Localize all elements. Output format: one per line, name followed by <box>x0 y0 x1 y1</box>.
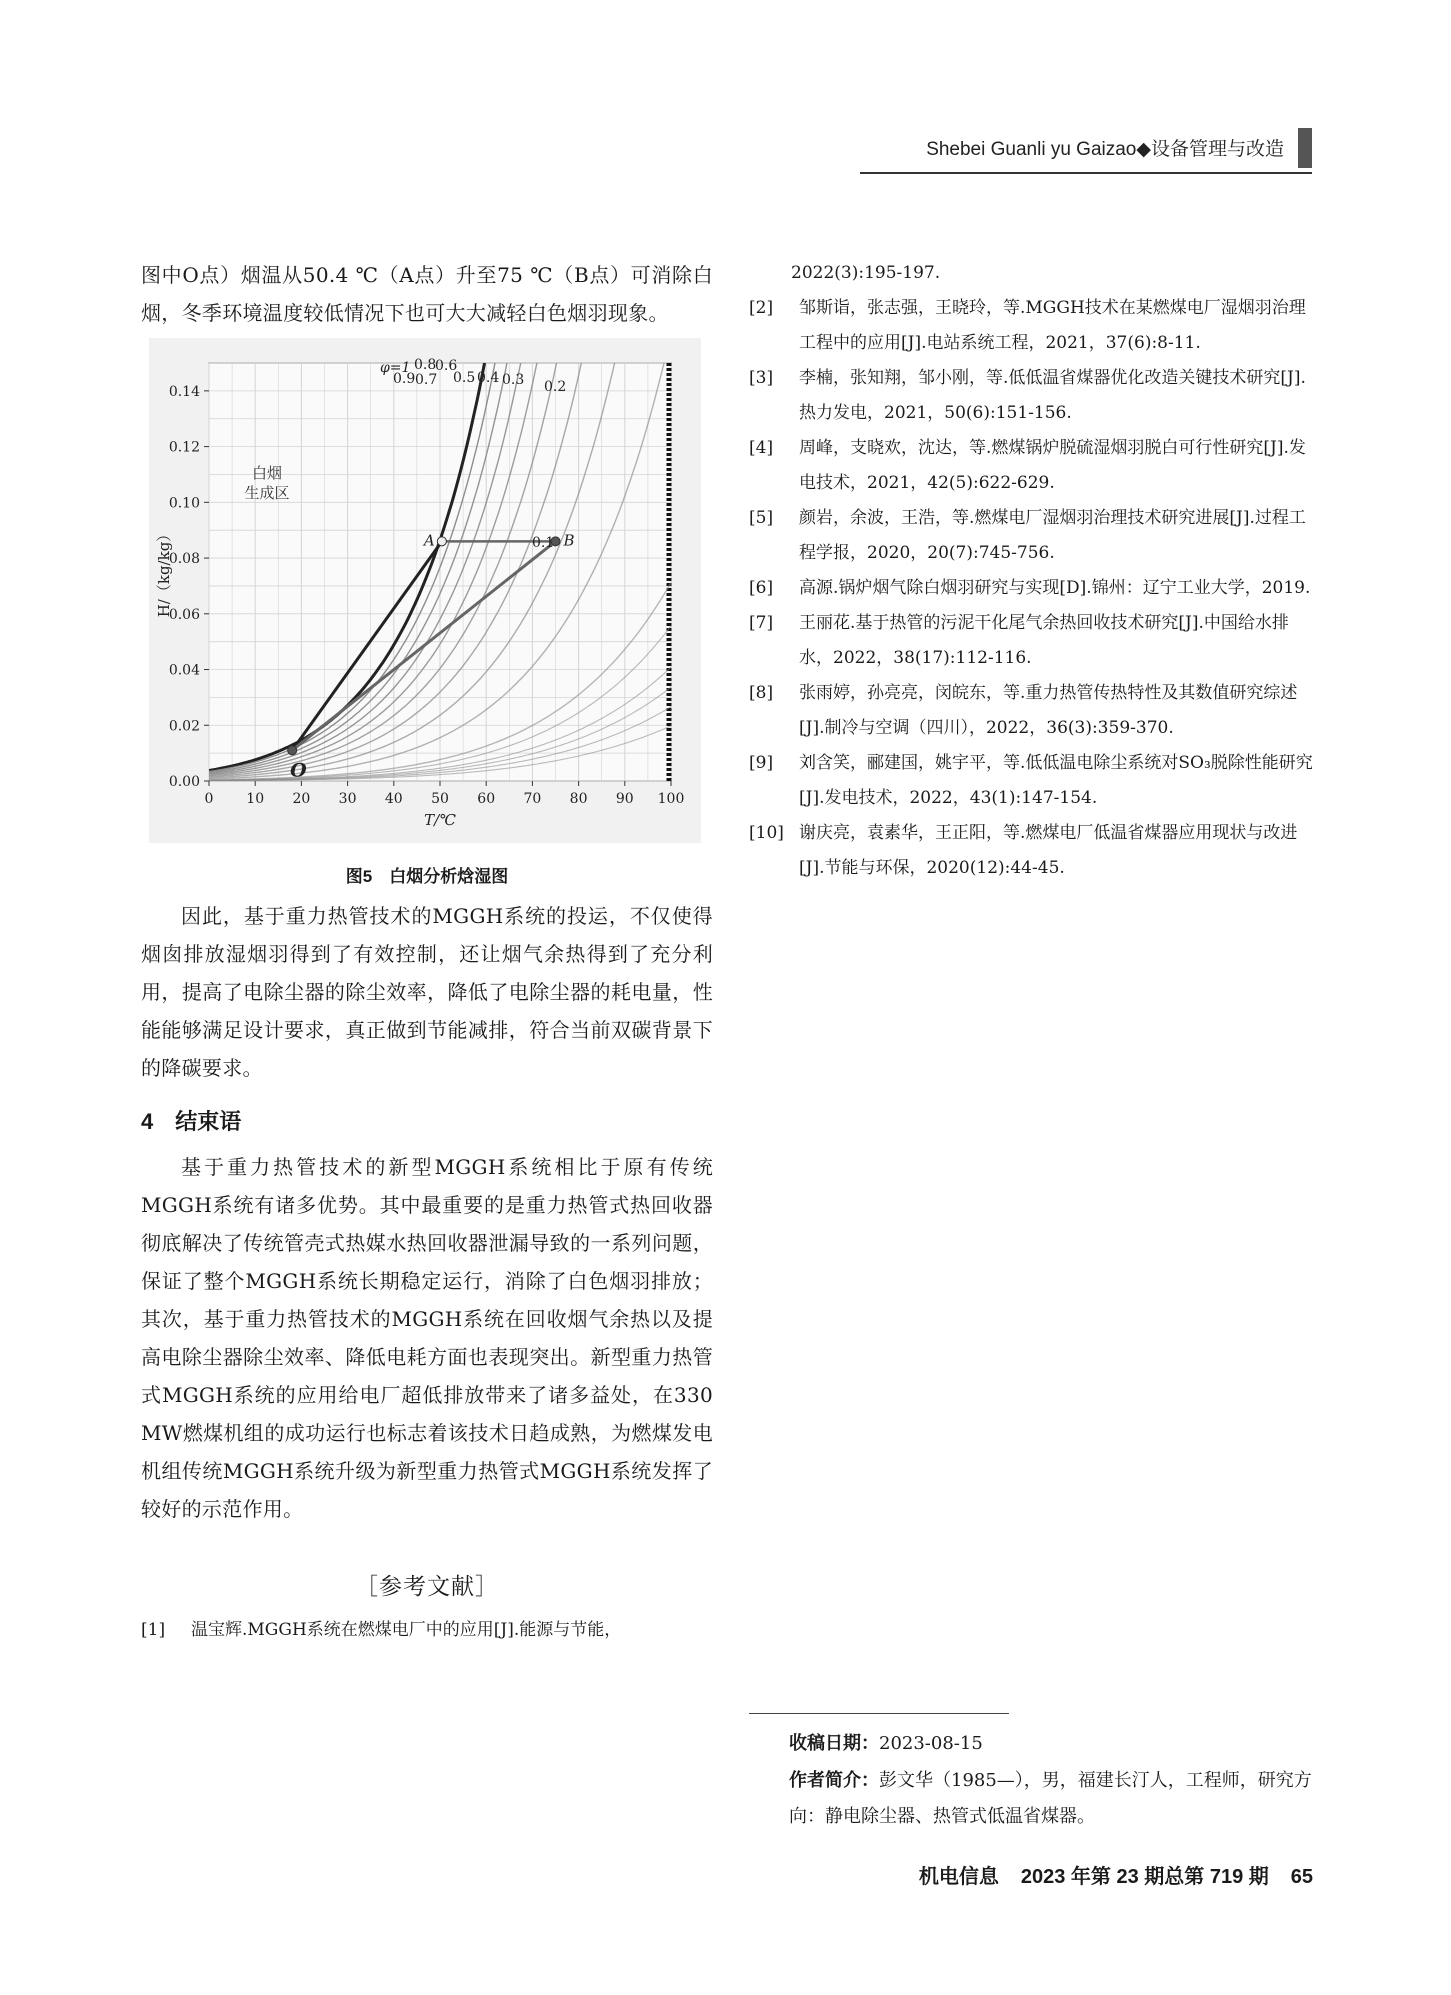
curve-label: 0.4 <box>477 370 500 386</box>
reference-number: [10] <box>749 823 784 843</box>
x-tick-label: 50 <box>431 791 449 807</box>
right-column <box>749 256 1313 886</box>
reference-number: [9] <box>749 753 774 773</box>
y-tick-label: 0.02 <box>168 718 200 735</box>
reference-item <box>749 291 1313 361</box>
reference-item <box>749 571 1313 606</box>
reference-list <box>749 291 1313 886</box>
reference-1 <box>141 1613 713 1648</box>
reference-text: 王丽花.基于热管的污泥干化尾气余热回收技术研究[J].中国给水排水，2022，38(17):112-116. <box>799 613 1289 668</box>
point-o <box>288 746 297 755</box>
reference-text: 邹斯诣，张志强，王晓玲，等.MGGH技术在某燃煤电厂湿烟羽治理工程中的应用[J].电站系统工程，2021，37(6):8-11. <box>799 298 1306 353</box>
x-axis-label: T/℃ <box>424 811 456 829</box>
reference-item <box>749 431 1313 501</box>
reference-number: [5] <box>749 508 774 528</box>
region-label: 白烟 <box>251 464 283 482</box>
point-label-a: A <box>423 531 435 550</box>
y-axis-label: H/（kg/kg） <box>155 526 173 618</box>
reference-number: [7] <box>749 613 774 633</box>
x-tick-label: 40 <box>384 791 403 807</box>
page-number: 65 <box>1290 1866 1313 1888</box>
curve-label: 0.5 <box>453 370 476 386</box>
y-tick-label: 0.08 <box>168 551 200 568</box>
x-tick-label: 0 <box>204 791 214 807</box>
journal-name: 机电信息 <box>918 1866 999 1888</box>
point-label-o: O <box>290 759 307 782</box>
region-label: 生成区 <box>244 484 290 502</box>
reference-text: 刘含笑，郦建国，姚宇平，等.低低温电除尘系统对SO₃脱除性能研究[J].发电技术，2022，43(1):147-154. <box>799 753 1313 808</box>
left-column <box>141 256 713 1648</box>
y-tick-label: 0.14 <box>168 383 200 400</box>
curve-label: 0.1 <box>532 535 555 551</box>
page-footer <box>919 1860 1313 1889</box>
running-header <box>860 128 1312 174</box>
running-title: Shebei Guanli yu Gaizao◆设备管理与改造 <box>926 139 1284 160</box>
curve-label: 0.8 <box>414 357 437 373</box>
article-notes <box>749 1725 1313 1835</box>
x-tick-label: 70 <box>523 791 542 807</box>
received-date <box>749 1725 1313 1762</box>
header-bar <box>1298 128 1312 168</box>
received-label: 收稿日期： <box>789 1733 879 1753</box>
curve-label: 0.3 <box>502 372 525 388</box>
x-tick-label: 80 <box>569 791 588 807</box>
y-tick-label: 0.04 <box>168 662 200 679</box>
psychrometric-chart <box>149 338 701 843</box>
curve-label: 0.9 <box>393 371 416 387</box>
reference-text: 周峰，支晓欢，沈达，等.燃煤锅炉脱硫湿烟羽脱白可行性研究[J].发电技术，2021，42(5):622-629. <box>799 438 1306 493</box>
reference-text: 温宝辉.MGGH系统在燃煤电厂中的应用[J].能源与节能， <box>191 1620 622 1640</box>
figure-5 <box>141 338 701 858</box>
y-tick-label: 0.12 <box>168 439 200 456</box>
section-title: 4 结束语 <box>141 1109 242 1134</box>
reference-text: 张雨婷，孙亮亮，闵皖东，等.重力热管传热特性及其数值研究综述[J].制冷与空调（四川），2022，36(3):359-370. <box>799 683 1298 738</box>
point-label-b: B <box>563 531 575 550</box>
reference-item <box>749 746 1313 816</box>
reference-number: [2] <box>749 298 774 318</box>
y-tick-label: 0.00 <box>168 774 200 790</box>
x-tick-label: 90 <box>615 791 634 807</box>
curve-label: 0.7 <box>415 372 438 388</box>
intro-paragraph: 图中O点）烟温从50.4 ℃（A点）升至75 ℃（B点）可消除白烟，冬季环境温度较低情况下也可大大减轻白色烟羽现象。 <box>141 263 713 325</box>
x-tick-label: 60 <box>477 791 496 807</box>
received-value: 2023-08-15 <box>879 1733 983 1754</box>
reference-number: [8] <box>749 683 774 703</box>
reference-item <box>749 361 1313 431</box>
reference-number: [6] <box>749 578 774 598</box>
references-heading: ［参考文献］ <box>355 1574 499 1600</box>
x-tick-label: 100 <box>657 791 685 807</box>
reference-number: [3] <box>749 368 774 388</box>
author-bio <box>749 1762 1313 1835</box>
reference-item <box>749 676 1313 746</box>
curve-label: 0.6 <box>435 358 458 374</box>
author-label: 作者简介： <box>789 1770 879 1790</box>
footnote-rule <box>749 1713 1009 1714</box>
reference-item <box>749 501 1313 571</box>
x-tick-label: 30 <box>338 791 357 807</box>
reference-number: [1] <box>141 1620 166 1640</box>
reference-number: [4] <box>749 438 774 458</box>
reference-text: 李楠，张知翔，邹小刚，等.低低温省煤器优化改造关键技术研究[J].热力发电，2021，50(6):151-156. <box>799 368 1306 423</box>
x-tick-label: 20 <box>292 791 311 807</box>
conclusion-paragraph: 因此，基于重力热管技术的MGGH系统的投运，不仅使得烟囱排放湿烟羽得到了有效控制，还让烟气余热得到了充分利用，提高了电除尘器的除尘效率，降低了电除尘器的耗电量，性能能够满足设计要求，真正做到节能减排，符合当前双碳背景下的降碳要求。 <box>141 904 713 1080</box>
point-a <box>437 537 446 546</box>
y-tick-label: 0.10 <box>168 495 200 512</box>
reference-item <box>749 606 1313 676</box>
summary-paragraph: 基于重力热管技术的新型MGGH系统相比于原有传统MGGH系统有诸多优势。其中最重要的是重力热管式热回收器彻底解决了传统管壳式热媒水热回收器泄漏导致的一系列问题，保证了整个MGGH系统长期稳定运行，消除了白色烟羽排放；其次，基于重力热管技术的MGGH系统在回收烟气余热以及提高电除尘器除尘效率、降低电耗方面也表现突出。新型重力热管式MGGH系统的应用给电厂超低排放带来了诸多益处，在330 MW燃煤机组的成功运行也标志着该技术日趋成熟，为燃煤发电机组传统MGGH系统升级为新型重力热管式MGGH系统发挥了较好的示范作用。 <box>141 1155 713 1521</box>
reference-1-continued: 2022(3):195-197. <box>791 263 941 283</box>
reference-item <box>749 816 1313 886</box>
author-value: 彭文华（1985—），男，福建长汀人，工程师，研究方向：静电除尘器、热管式低温省煤器。 <box>789 1770 1312 1827</box>
reference-text: 颜岩，余波，王浩，等.燃煤电厂湿烟羽治理技术研究进展[J].过程工程学报，2020，20(7):745-756. <box>799 508 1306 563</box>
x-tick-label: 10 <box>246 791 265 807</box>
reference-text: 谢庆亮，袁素华，王正阳，等.燃煤电厂低温省煤器应用现状与改进[J].节能与环保，2020(12):44-45. <box>799 823 1298 878</box>
curve-label: φ=1 <box>380 360 411 376</box>
reference-text: 高源.锅炉烟气除白烟羽研究与实现[D].锦州：辽宁工业大学，2019. <box>799 578 1311 598</box>
y-tick-label: 0.06 <box>168 606 200 623</box>
curve-label: 0.2 <box>544 379 567 395</box>
issue-info: 2023 年第 23 期总第 719 期 <box>1020 1866 1269 1888</box>
figure-caption: 图5 白烟分析焓湿图 <box>345 867 509 886</box>
